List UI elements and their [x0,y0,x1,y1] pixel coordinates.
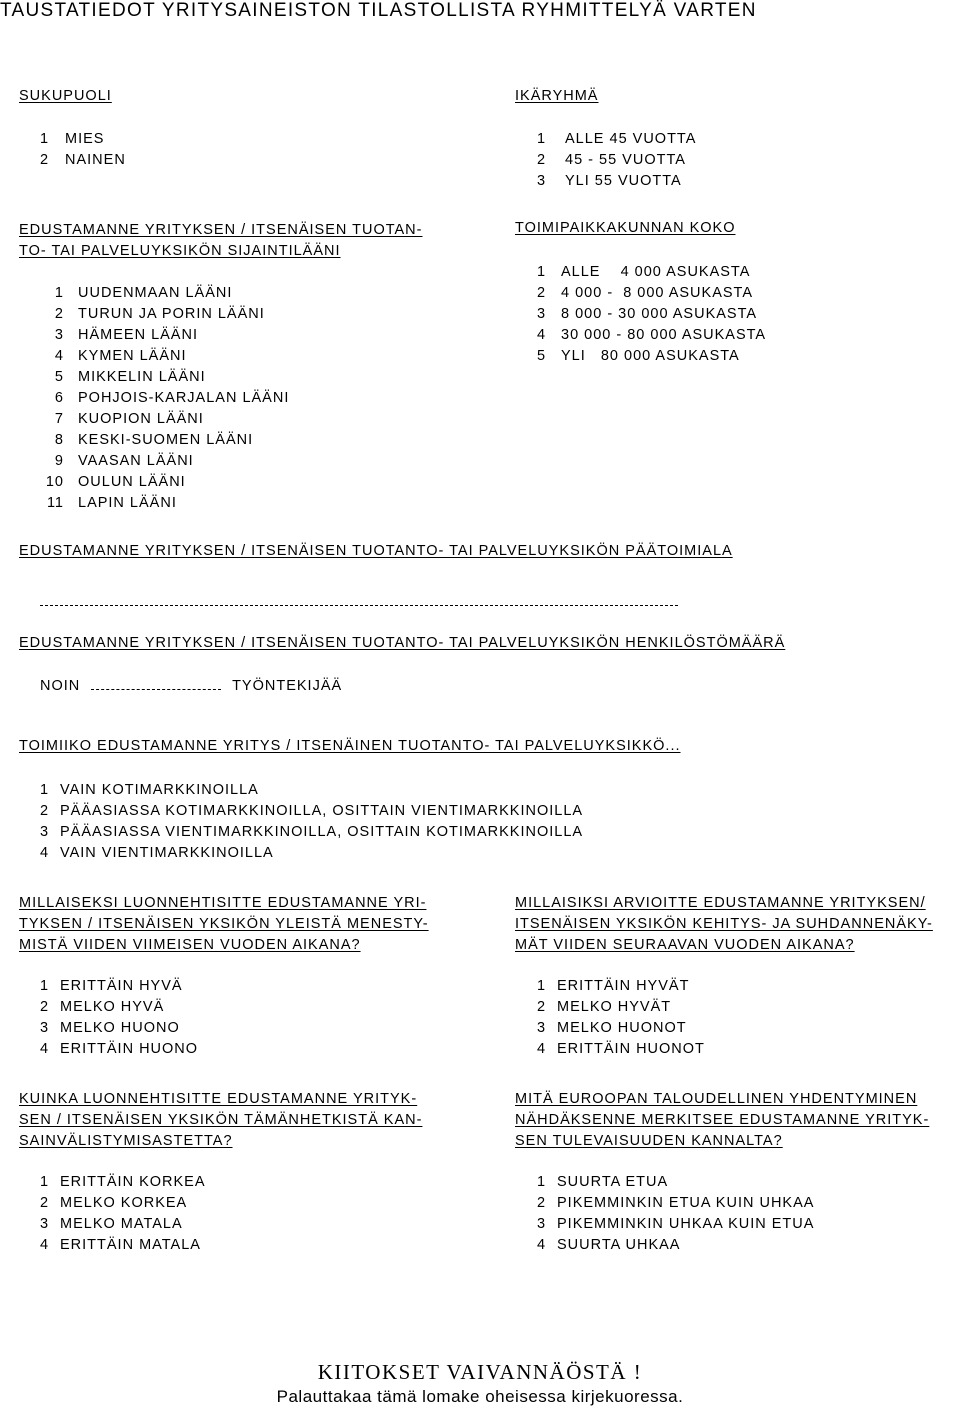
option-number: 1 [40,978,50,994]
option-label: ALLE 45 VUOTTA [565,131,697,147]
option-item[interactable] [28,367,289,388]
option-item[interactable] [40,801,583,822]
option-number: 11 [46,495,64,511]
option-item[interactable] [537,1193,814,1214]
option-item[interactable] [537,325,766,346]
option-label: VAIN VIENTIMARKKINOILLA [60,845,274,861]
option-label: KUOPION LÄÄNI [78,411,204,427]
option-item[interactable] [40,1018,198,1039]
option-item[interactable] [40,129,126,150]
option-item[interactable] [28,493,289,514]
option-number: 5 [537,348,547,364]
option-item[interactable] [40,780,583,801]
option-item[interactable] [40,1214,206,1235]
option-number: 10 [45,474,64,490]
option-label: 4 000 - 8 000 ASUKASTA [561,285,753,301]
option-number: 2 [537,999,547,1015]
option-item[interactable] [537,129,696,150]
option-number: 3 [537,1020,547,1036]
option-label: ERITTÄIN MATALA [60,1237,201,1253]
industry-heading: EDUSTAMANNE YRITYKSEN / ITSENÄISEN TUOTANTO- TAI PALVELUYKSIKÖN PÄÄTOIMIALA [19,543,733,559]
option-label: MIKKELIN LÄÄNI [78,369,206,385]
option-item[interactable] [28,430,289,451]
option-number: 6 [54,390,64,406]
option-label: SUURTA ETUA [557,1174,669,1190]
option-item[interactable] [40,1172,206,1193]
option-label: MELKO MATALA [60,1216,183,1232]
option-item[interactable] [537,1214,814,1235]
option-item[interactable] [40,1039,198,1060]
option-item[interactable] [28,325,289,346]
option-item[interactable] [28,409,289,430]
option-label: MELKO HUONO [60,1020,180,1036]
option-label: PÄÄASIASSA VIENTIMARKKINOILLA, OSITTAIN KOTIMARKKINOILLA [60,824,584,840]
option-number: 2 [537,1195,547,1211]
option-number: 1 [537,131,547,147]
option-label: UUDENMAAN LÄÄNI [78,285,233,301]
option-number: 2 [40,803,50,819]
age-options [537,129,696,192]
option-number: 1 [40,1174,50,1190]
page-title: TAUSTATIEDOT YRITYSAINEISTON TILASTOLLISTA RYHMITTELYÄ VARTEN [0,0,757,21]
eu-integration-options [537,1172,814,1256]
option-number: 3 [537,1216,547,1232]
option-label: 8 000 - 30 000 ASUKASTA [561,306,758,322]
option-label: MELKO KORKEA [60,1195,188,1211]
option-item[interactable] [537,1235,814,1256]
age-heading: IKÄRYHMÄ [515,88,599,104]
option-label: HÄMEEN LÄÄNI [78,327,198,343]
option-label: 30 000 - 80 000 ASUKASTA [561,327,767,343]
option-label: 45 - 55 VUOTTA [565,152,686,168]
option-item[interactable] [28,283,289,304]
heading-line: MISTÄ VIIDEN VIIMEISEN VUODEN AIKANA? [19,937,361,953]
option-item[interactable] [40,150,126,171]
option-number: 9 [54,453,64,469]
option-label: YLI 55 VUOTTA [565,173,682,189]
option-number: 1 [537,1174,547,1190]
option-item[interactable] [537,283,766,304]
option-item[interactable] [537,304,766,325]
option-item[interactable] [40,1193,206,1214]
option-item[interactable] [40,997,198,1018]
option-number: 1 [54,285,64,301]
heading-line: KUINKA LUONNEHTISITTE EDUSTAMANNE YRITYK- [19,1091,418,1107]
future-outlook-heading [515,893,933,956]
future-outlook-options [537,976,705,1060]
option-item[interactable] [28,388,289,409]
heading-line: ITSENÄISEN YKSIKÖN KEHITYS- JA SUHDANNENÄKY- [515,916,933,932]
option-label: LAPIN LÄÄNI [78,495,177,511]
option-number: 4 [40,845,50,861]
option-label: PIKEMMINKIN ETUA KUIN UHKAA [557,1195,815,1211]
past-success-options [40,976,198,1060]
option-label: YLI 80 000 ASUKASTA [561,348,740,364]
option-label: PÄÄASIASSA KOTIMARKKINOILLA, OSITTAIN VIENTIMARKKINOILLA [60,803,584,819]
option-item[interactable] [537,1018,705,1039]
option-number: 2 [537,285,547,301]
option-number: 3 [40,1216,50,1232]
option-number: 4 [537,1041,547,1057]
heading-line: MITÄ EUROOPAN TALOUDELLINEN YHDENTYMINEN [515,1091,918,1107]
heading-line: MÄT VIIDEN SEURAAVAN VUODEN AIKANA? [515,937,855,953]
option-number: 1 [40,131,50,147]
return-note: Palauttakaa tämä lomake oheisessa kirjekuoressa. [276,1387,684,1406]
option-number: 2 [40,1195,50,1211]
heading-line: SAINVÄLISTYMISASTETTA? [19,1133,233,1149]
option-label: KESKI-SUOMEN LÄÄNI [78,432,254,448]
province-heading-line: TO- TAI PALVELUYKSIKÖN SIJAINTILÄÄNI [19,243,341,259]
heading-line: TYKSEN / ITSENÄISEN YKSIKÖN YLEISTÄ MENESTY- [19,916,429,932]
option-item[interactable] [40,976,198,997]
option-label: ERITTÄIN HUONOT [557,1041,705,1057]
option-label: OULUN LÄÄNI [78,474,186,490]
option-number: 3 [40,824,50,840]
option-item[interactable] [40,1235,206,1256]
industry-answer-line[interactable] [40,593,678,610]
gender-heading: SUKUPUOLI [19,88,112,104]
internationalization-options [40,1172,206,1256]
option-number: 3 [54,327,64,343]
option-number: 2 [54,306,64,322]
option-item[interactable] [28,472,289,493]
municipality-heading: TOIMIPAIKKAKUNNAN KOKO [515,220,736,236]
staff-suffix: TYÖNTEKIJÄÄ [232,678,343,694]
municipality-options [537,262,766,367]
option-item[interactable] [28,304,289,325]
option-label: ERITTÄIN HYVÄ [60,978,183,994]
option-item[interactable] [40,843,583,864]
staff-count-line[interactable] [91,677,221,690]
option-label: SUURTA UHKAA [557,1237,681,1253]
eu-integration-heading [515,1089,929,1152]
province-options [28,283,289,514]
heading-line: SEN / ITSENÄISEN YKSIKÖN TÄMÄNHETKISTÄ KAN- [19,1112,423,1128]
option-label: VAIN KOTIMARKKINOILLA [60,782,259,798]
option-item[interactable] [537,1039,705,1060]
option-label: KYMEN LÄÄNI [78,348,187,364]
option-number: 8 [54,432,64,448]
option-item[interactable] [28,346,289,367]
option-number: 1 [40,782,50,798]
option-number: 1 [537,264,547,280]
option-item[interactable] [537,976,705,997]
thanks-text: KIITOKSET VAIVANNÄÖSTÄ ! [317,1360,643,1384]
option-number: 3 [40,1020,50,1036]
option-number: 4 [40,1041,50,1057]
heading-line: MILLAISEKSI LUONNEHTISITTE EDUSTAMANNE YRI- [19,895,427,911]
staff-prefix: NOIN [40,678,81,694]
market-heading: TOIMIIKO EDUSTAMANNE YRITYS / ITSENÄINEN TUOTANTO- TAI PALVELUYKSIKKÖ... [19,738,681,754]
option-label: MELKO HYVÄ [60,999,165,1015]
option-item[interactable] [537,262,766,283]
province-heading-line: EDUSTAMANNE YRITYKSEN / ITSENÄISEN TUOTAN- [19,222,423,238]
option-label: MELKO HUONOT [557,1020,687,1036]
option-label: ERITTÄIN HYVÄT [557,978,690,994]
staff-heading: EDUSTAMANNE YRITYKSEN / ITSENÄISEN TUOTANTO- TAI PALVELUYKSIKÖN HENKILÖSTÖMÄÄRÄ [19,635,786,651]
option-item[interactable] [537,1172,814,1193]
option-number: 4 [40,1237,50,1253]
option-number: 2 [40,999,50,1015]
option-number: 1 [537,978,547,994]
option-item[interactable] [28,451,289,472]
heading-line: NÄHDÄKSENNE MERKITSEE EDUSTAMANNE YRITYK- [515,1112,930,1128]
gender-options [40,129,126,171]
option-item[interactable] [537,150,696,171]
option-label: ERITTÄIN HUONO [60,1041,199,1057]
past-success-heading [19,893,429,956]
option-number: 3 [537,173,547,189]
market-options [40,780,583,864]
option-item[interactable] [537,171,696,192]
province-heading [19,220,422,262]
option-item[interactable] [537,997,705,1018]
staff-answer [40,677,342,694]
option-label: PIKEMMINKIN UHKAA KUIN ETUA [557,1216,815,1232]
option-number: 3 [537,306,547,322]
option-number: 4 [537,1237,547,1253]
option-label: TURUN JA PORIN LÄÄNI [78,306,265,322]
option-item[interactable] [537,346,766,367]
option-number: 7 [54,411,64,427]
option-label: ERITTÄIN KORKEA [60,1174,206,1190]
heading-line: SEN TULEVAISUUDEN KANNALTA? [515,1133,783,1149]
option-label: NAINEN [65,152,126,168]
internationalization-heading [19,1089,422,1152]
option-label: VAASAN LÄÄNI [78,453,194,469]
option-number: 4 [537,327,547,343]
option-number: 2 [537,152,547,168]
option-number: 5 [54,369,64,385]
option-label: MIES [65,131,105,147]
option-label: MELKO HYVÄT [557,999,672,1015]
option-item[interactable] [40,822,583,843]
option-number: 2 [40,152,50,168]
option-number: 4 [54,348,64,364]
heading-line: MILLAISIKSI ARVIOITTE EDUSTAMANNE YRITYKSEN/ [515,895,926,911]
option-label: ALLE 4 000 ASUKASTA [561,264,751,280]
option-label: POHJOIS-KARJALAN LÄÄNI [78,390,290,406]
